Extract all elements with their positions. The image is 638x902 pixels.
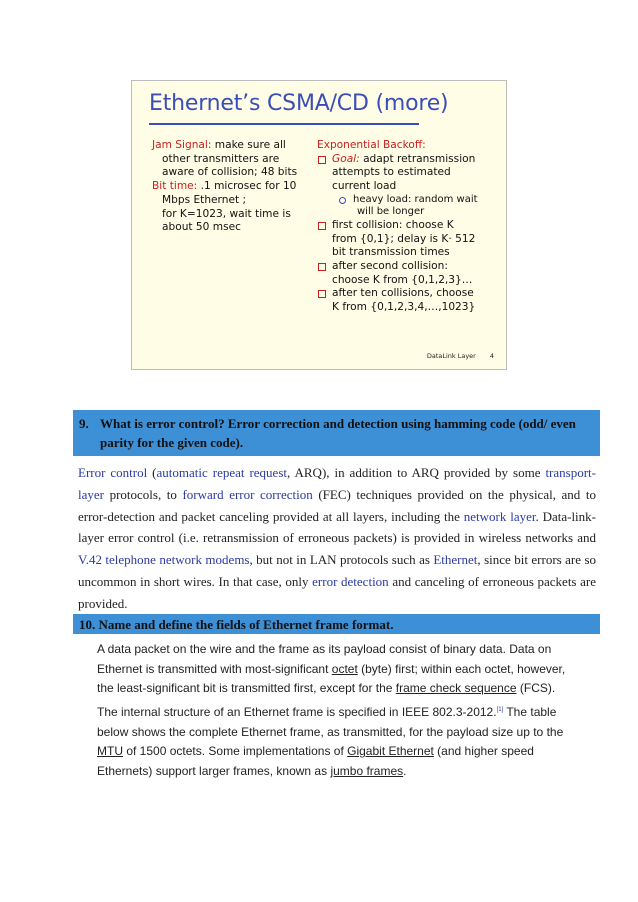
square-bullet-icon <box>318 263 326 271</box>
jam-signal-text: other transmitters are <box>162 152 280 165</box>
link-ethernet[interactable]: Ethernet <box>433 552 478 568</box>
slide-title-underline <box>149 123 419 125</box>
bullet-text: choose K from {0,1,2,3}… <box>332 273 473 286</box>
slide-page-number: 4 <box>489 352 494 360</box>
bullet-goal: Goal: adapt retransmission <box>317 153 497 167</box>
question-9-heading <box>73 410 600 456</box>
square-bullet-icon <box>318 156 326 164</box>
link-frame-check-sequence[interactable]: frame check sequence <box>395 681 517 696</box>
link-mtu[interactable]: MTU <box>97 744 123 759</box>
link-transport-layer[interactable]: transport-layer <box>78 465 596 502</box>
link-automatic-repeat-request[interactable]: automatic repeat request <box>156 465 287 480</box>
slide-left-column <box>152 139 322 235</box>
sub-bullet-text: will be longer <box>357 206 425 218</box>
bullet-text: K from {0,1,2,3,4,…,1023} <box>332 301 476 314</box>
error-control-paragraph: Error control (automatic repeat request, ARQ), in addition to ARQ provided by some transport-layer protocols, to forward error correction (FEC) techniques provided on the physical, and to error-detection and packet canceling provided at all layers, including the network layer. Data-link-layer error control (i.e. retransmission of erroneous packets) is provided in wireless networks and V.42 telephone network modems, but not in LAN protocols such as Ethernet, since bit errors are so uncommon in short wires. In that case, only error detection and canceling of erroneous packets are provided. <box>78 465 597 611</box>
slide-footer <box>413 352 494 360</box>
link-forward-error-correction[interactable]: forward error correction <box>182 486 313 502</box>
link-v42[interactable]: V.42 <box>78 552 102 568</box>
link-octet[interactable]: octet <box>331 661 358 676</box>
bit-time-text: Mbps Ethernet ; <box>162 193 247 206</box>
bullet-goal-text: current load <box>332 180 397 193</box>
square-bullet-icon <box>318 222 326 230</box>
bit-time-label: Bit time: <box>152 180 198 193</box>
slide-title: Ethernet’s CSMA/CD (more) <box>149 91 449 116</box>
question-number: 9. <box>79 416 89 431</box>
sub-bullet-heavy-load: heavy load: random wait <box>317 194 497 207</box>
question-text: What is error control? Error correction and detection using hamming code (odd/ even parity for the given code). <box>100 416 576 450</box>
link-telephone-network-modems[interactable]: telephone network modems <box>105 552 250 568</box>
bullet-goal-text: attempts to estimated <box>332 166 451 179</box>
slide-right-column <box>317 139 497 315</box>
bullet-ten-collisions: after ten collisions, choose <box>317 287 497 301</box>
link-network-layer[interactable]: network layer <box>463 508 536 524</box>
bullet-text: bit transmission times <box>332 246 450 259</box>
link-error-detection[interactable]: error detection <box>312 573 389 589</box>
circle-bullet-icon <box>339 197 346 204</box>
bit-time-text: about 50 msec <box>162 221 241 234</box>
bullet-second-collision: after second collision: <box>317 260 497 274</box>
bullet-first-collision: first collision: choose K <box>317 219 497 233</box>
square-bullet-icon <box>318 290 326 298</box>
bit-time-line: Bit time: .1 microsec for 10 <box>152 180 297 193</box>
link-error-control[interactable]: Error control <box>78 465 148 480</box>
jam-signal-label: Jam Signal: <box>152 139 212 151</box>
jam-signal-line: Jam Signal: make sure all <box>152 139 286 151</box>
bit-time-text: for K=1023, wait time is <box>162 207 291 220</box>
citation-link[interactable]: [1] <box>496 707 504 713</box>
bullet-text: from {0,1}; delay is K· 512 <box>332 232 476 245</box>
jam-signal-text: aware of collision; 48 bits <box>162 166 298 179</box>
link-jumbo-frames[interactable]: jumbo frames <box>330 763 404 778</box>
slide-image <box>131 80 507 370</box>
question-10-heading: 10. Name and define the fields of Ethernet frame format. <box>73 614 600 634</box>
link-gigabit-ethernet[interactable]: Gigabit Ethernet <box>347 744 434 759</box>
ethernet-data-paragraph: A data packet on the wire and the frame as its payload consist of binary data. Data on Ethernet is transmitted with most-significant octet (byte) first; within each octet, however, the least-significant bit is transmitted first, except for the frame check sequence (FCS). <box>97 642 566 696</box>
slide-footer-label: DataLink Layer <box>426 352 476 360</box>
frame-structure-paragraph: The internal structure of an Ethernet frame is specified in IEEE 802.3-2012.[1] The table below shows the complete Ethernet frame, as transmitted, for the payload size up to the MTU of 1500 octets. Some implementations of Gigabit Ethernet (and higher speed Ethernets) support larger frames, known as jumbo frames. <box>97 705 564 778</box>
backoff-heading: Exponential Backoff: <box>317 139 426 151</box>
